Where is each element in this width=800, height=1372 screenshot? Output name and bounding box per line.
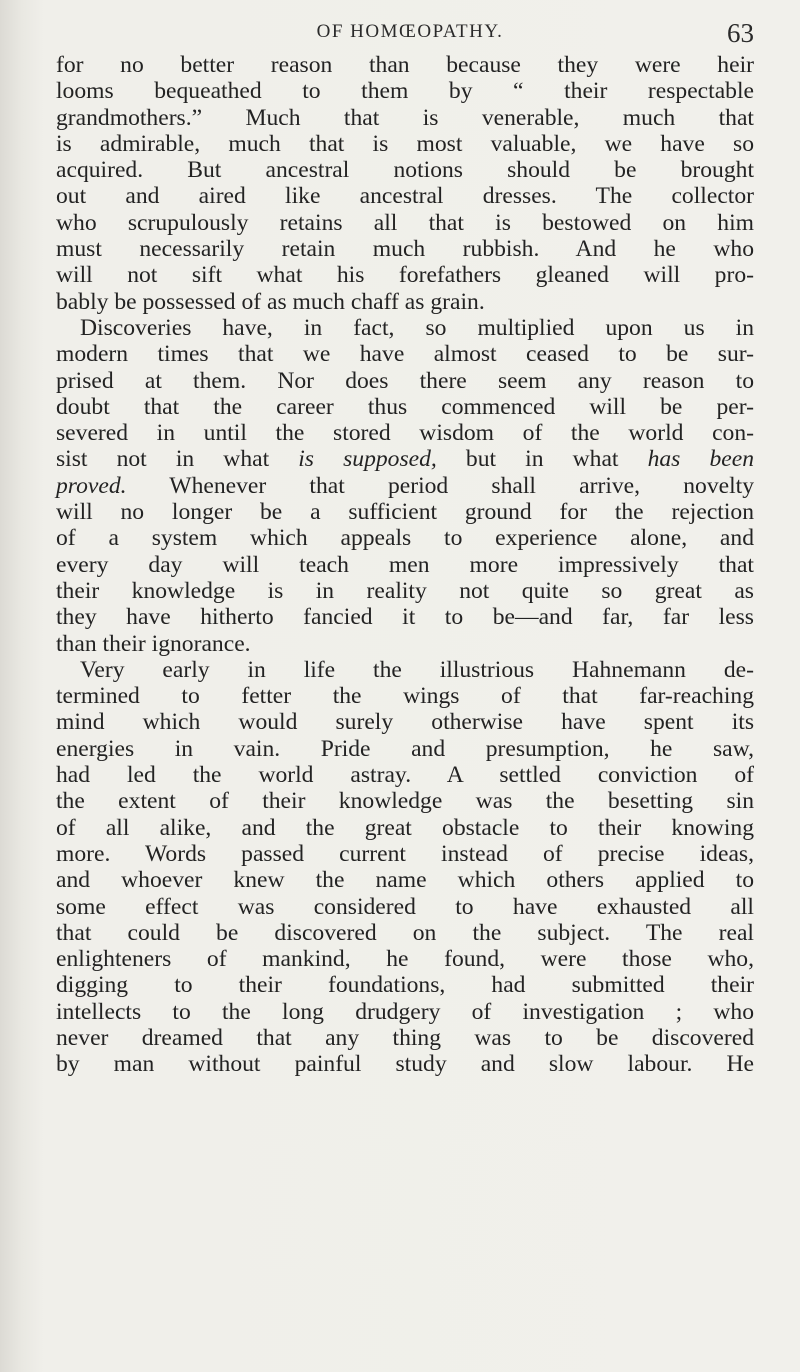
text-line: must necessarily retain much rubbish. And he who — [56, 236, 754, 263]
text-line: their knowledge is in reality not quite so great as — [56, 577, 754, 604]
paragraph — [56, 52, 754, 315]
text-line: prised at them. Nor does there seem any reason to — [56, 367, 754, 394]
running-title: OF HOMŒOPATHY. — [316, 21, 504, 42]
text-line: of a system which appeals to experience alone, and — [56, 525, 754, 552]
text-line: never dreamed that any thing was to be discovered — [56, 1024, 754, 1051]
text-line: had led the world astray. A settled conviction of — [56, 762, 754, 789]
italic-text-run: is supposed, — [298, 446, 437, 473]
text-line: of all alike, and the great obstacle to their knowing — [56, 814, 754, 841]
text-line: by man without painful study and slow labour. He — [56, 1051, 754, 1078]
text-line: for no better reason than because they were heir — [56, 52, 754, 78]
text-line: intellects to the long drudgery of investigation ; who — [56, 998, 754, 1025]
body-text — [56, 52, 754, 1078]
text-line: energies in vain. Pride and presumption, he saw, — [56, 735, 754, 762]
text-run: Whenever that period shall arrive, novelty — [126, 472, 754, 499]
text-line: than their ignorance. — [56, 630, 251, 657]
text-line: mind which would surely otherwise have spent its — [56, 709, 754, 736]
text-line: every day will teach men more impressively that — [56, 551, 754, 578]
paragraph — [56, 657, 754, 1078]
text-line: more. Words passed current instead of precise ideas, — [56, 840, 754, 867]
text-line: modern times that we have almost ceased to be sur- — [56, 341, 754, 368]
text-line: and whoever knew the name which others applied to — [56, 867, 754, 894]
text-line: out and aired like ancestral dresses. The collector — [56, 183, 754, 210]
text-line-with-emphasis — [56, 446, 754, 472]
italic-text-run: has been — [647, 446, 754, 473]
text-line: is admirable, much that is most valuable, we have so — [56, 130, 754, 157]
paragraph — [56, 315, 754, 657]
text-line: enlighteners of mankind, he found, were those who, — [56, 946, 754, 973]
italic-text-run: proved. — [56, 472, 127, 499]
text-line: the extent of their knowledge was the besetting sin — [56, 788, 754, 815]
text-line: looms bequeathed to them by “ their respectable — [56, 78, 754, 105]
text-run: sist not in what — [56, 446, 299, 473]
text-line: some effect was considered to have exhausted all — [56, 893, 754, 920]
text-run: but in what — [436, 446, 648, 473]
text-line: acquired. But ancestral notions should be brought — [56, 157, 754, 184]
text-line: they have hitherto fancied it to be—and far, far less — [56, 604, 754, 631]
text-line: will not sift what his forefathers gleaned will pro- — [56, 262, 754, 289]
text-line: that could be discovered on the subject. The real — [56, 919, 754, 946]
text-line: severed in until the stored wisdom of the world con- — [56, 420, 754, 447]
text-line: Discoveries have, in fact, so multiplied upon us in — [80, 314, 754, 341]
text-line: doubt that the career thus commenced will be per- — [56, 393, 754, 420]
page-number: 63 — [727, 18, 754, 48]
text-line: digging to their foundations, had submitted their — [56, 972, 754, 999]
text-line: Very early in life the illustrious Hahnemann de- — [80, 656, 754, 683]
text-line: who scrupulously retains all that is bestowed on him — [56, 209, 754, 236]
text-line: bably be possessed of as much chaff as grain. — [56, 288, 485, 315]
text-line: termined to fetter the wings of that far-reaching — [56, 683, 754, 710]
page-header — [60, 19, 760, 49]
text-line: grandmothers.” Much that is venerable, much that — [56, 104, 754, 131]
text-line-with-emphasis — [56, 473, 754, 499]
text-line: will no longer be a sufficient ground for the rejection — [56, 499, 754, 526]
